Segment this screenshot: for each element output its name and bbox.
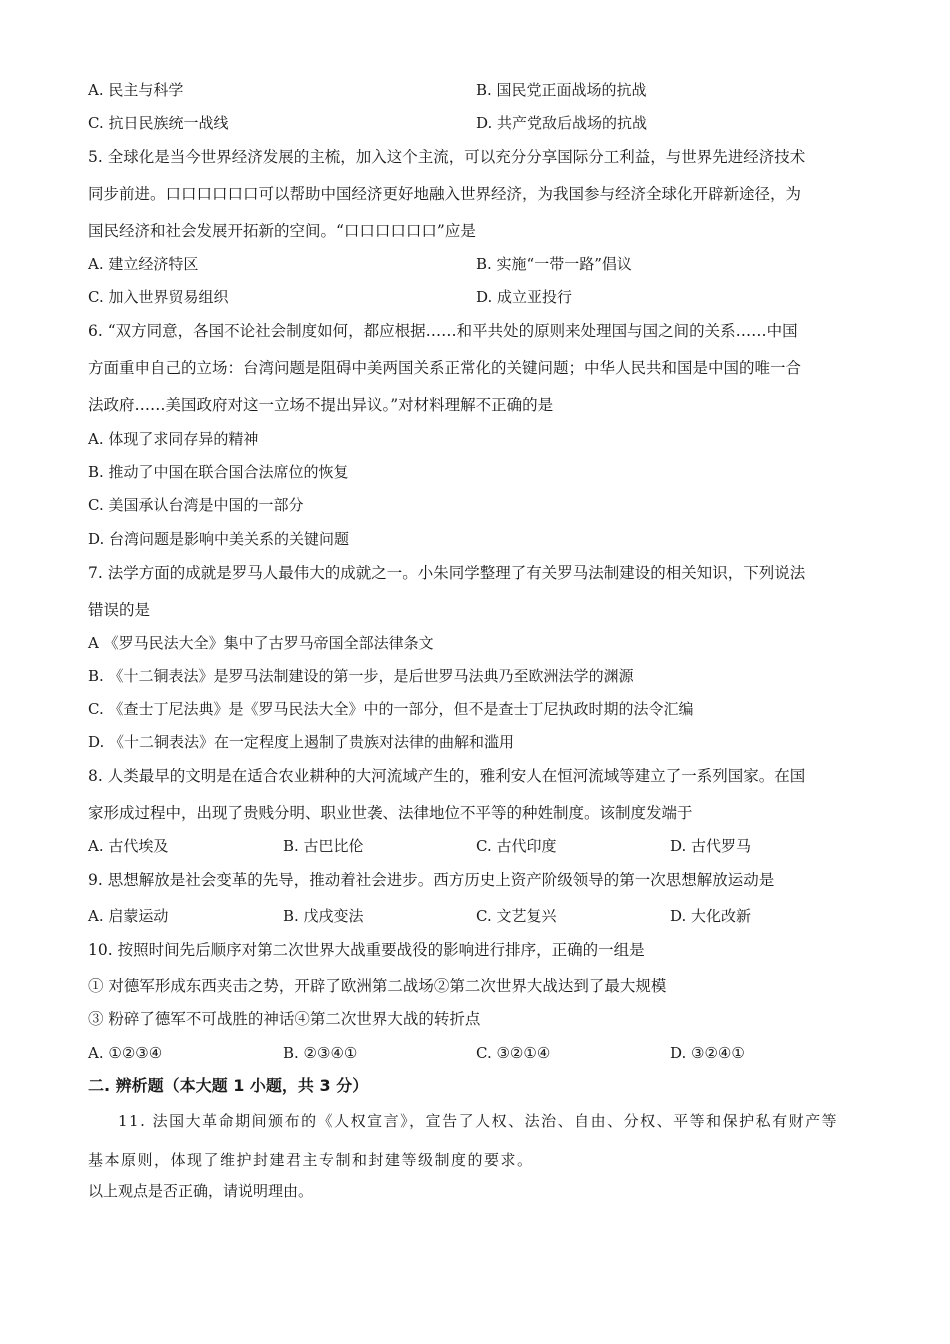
q7-option-d: D. 《十二铜表法》在一定程度上遏制了贵族对法律的曲解和滥用 <box>88 733 515 751</box>
q4-option-b: B. 国民党正面战场的抗战 <box>476 81 647 99</box>
q6-option-d: D. 台湾问题是影响中美关系的关键问题 <box>88 530 350 548</box>
q10-option-d: D. ③②④① <box>670 1044 745 1062</box>
q9-stem-line-1: 9. 思想解放是社会变革的先导，推动着社会进步。西方历史上资产阶级领导的第一次思想解放运动是 <box>88 871 775 889</box>
q7-stem-line-1: 7. 法学方面的成就是罗马人最伟大的成就之一。小朱同学整理了有关罗马法制建设的相关知识，下列说法 <box>88 564 806 582</box>
q10-stem-line-1: 10. 按照时间先后顺序对第二次世界大战重要战役的影响进行排序，正确的一组是 <box>88 941 645 959</box>
q9-option-a: A. 启蒙运动 <box>88 907 169 925</box>
q7-option-a: A 《罗马民法大全》集中了古罗马帝国全部法律条文 <box>88 634 434 652</box>
q5-option-d: D. 成立亚投行 <box>476 288 573 306</box>
section-2-heading: 二. 辨析题（本大题 1 小题，共 3 分） <box>88 1076 369 1095</box>
q7-option-b: B. 《十二铜表法》是罗马法制建设的第一步，是后世罗马法典乃至欧洲法学的渊源 <box>88 667 634 685</box>
q6-option-a: A. 体现了求同存异的精神 <box>88 430 259 448</box>
q4-option-c: C. 抗日民族统一战线 <box>88 114 229 132</box>
q7-option-c: C. 《查士丁尼法典》是《罗马民法大全》中的一部分，但不是查士丁尼执政时期的法令汇编 <box>88 700 694 718</box>
q10-option-c: C. ③②①④ <box>476 1044 551 1062</box>
q9-option-d: D. 大化改新 <box>670 907 752 925</box>
q6-stem-line-1: 6. “双方同意，各国不论社会制度如何，都应根据……和平共处的原则来处理国与国之间的关系……中国 <box>88 322 798 340</box>
q7-stem-line-2: 错误的是 <box>88 601 151 619</box>
q11-text-line-1: 11. 法国大革命期间颁布的《人权宣言》，宣告了人权、法治、自由、分权、平等和保护私有财产等 <box>118 1112 839 1130</box>
q10-stem-line-3: ③ 粉碎了德军不可战胜的神话④第二次世界大战的转折点 <box>88 1010 481 1028</box>
q11-prompt: 以上观点是否正确，请说明理由。 <box>88 1182 314 1200</box>
q8-option-d: D. 古代罗马 <box>670 837 752 855</box>
q6-stem-line-2: 方面重申自己的立场：台湾问题是阻碍中美两国关系正常化的关键问题；中华人民共和国是中国的唯一合 <box>88 359 802 377</box>
q9-option-b: B. 戊戌变法 <box>283 907 364 925</box>
q5-stem-line-1: 5. 全球化是当今世界经济发展的主梳，加入这个主流，可以充分分享国际分工利益，与世界先进经济技术 <box>88 148 806 166</box>
q5-option-b: B. 实施“一带一路”倡议 <box>476 255 632 273</box>
q6-stem-line-3: 法政府……美国政府对这一立场不提出异议。”对材料理解不正确的是 <box>88 396 554 414</box>
q6-option-b: B. 推动了中国在联合国合法席位的恢复 <box>88 463 349 481</box>
q5-stem-line-3: 国民经济和社会发展开拓新的空间。“口口口口口口”应是 <box>88 222 476 240</box>
q8-stem-line-1: 8. 人类最早的文明是在适合农业耕种的大河流域产生的，雅利安人在恒河流域等建立了一系列国家。在国 <box>88 767 806 785</box>
q6-option-c: C. 美国承认台湾是中国的一部分 <box>88 496 304 514</box>
q10-stem-line-2: ① 对德军形成东西夹击之势，开辟了欧洲第二战场②第二次世界大战达到了最大规模 <box>88 977 667 995</box>
q8-option-b: B. 古巴比伦 <box>283 837 364 855</box>
q8-option-c: C. 古代印度 <box>476 837 557 855</box>
q9-option-c: C. 文艺复兴 <box>476 907 557 925</box>
q4-option-a: A. 民主与科学 <box>88 81 184 99</box>
q5-option-a: A. 建立经济特区 <box>88 255 199 273</box>
q8-stem-line-2: 家形成过程中，出现了贵贱分明、职业世袭、法律地位不平等的种姓制度。该制度发端于 <box>88 804 693 822</box>
q5-stem-line-2: 同步前进。口口口口口口可以帮助中国经济更好地融入世界经济，为我国参与经济全球化开辟新途径，为 <box>88 185 802 203</box>
q8-option-a: A. 古代埃及 <box>88 837 169 855</box>
q4-option-d: D. 共产党敌后战场的抗战 <box>476 114 648 132</box>
q10-option-b: B. ②③④① <box>283 1044 358 1062</box>
q11-text-line-2: 基本原则，体现了维护封建君主专制和封建等级制度的要求。 <box>88 1151 534 1169</box>
q10-option-a: A. ①②③④ <box>88 1044 163 1062</box>
q5-option-c: C. 加入世界贸易组织 <box>88 288 229 306</box>
